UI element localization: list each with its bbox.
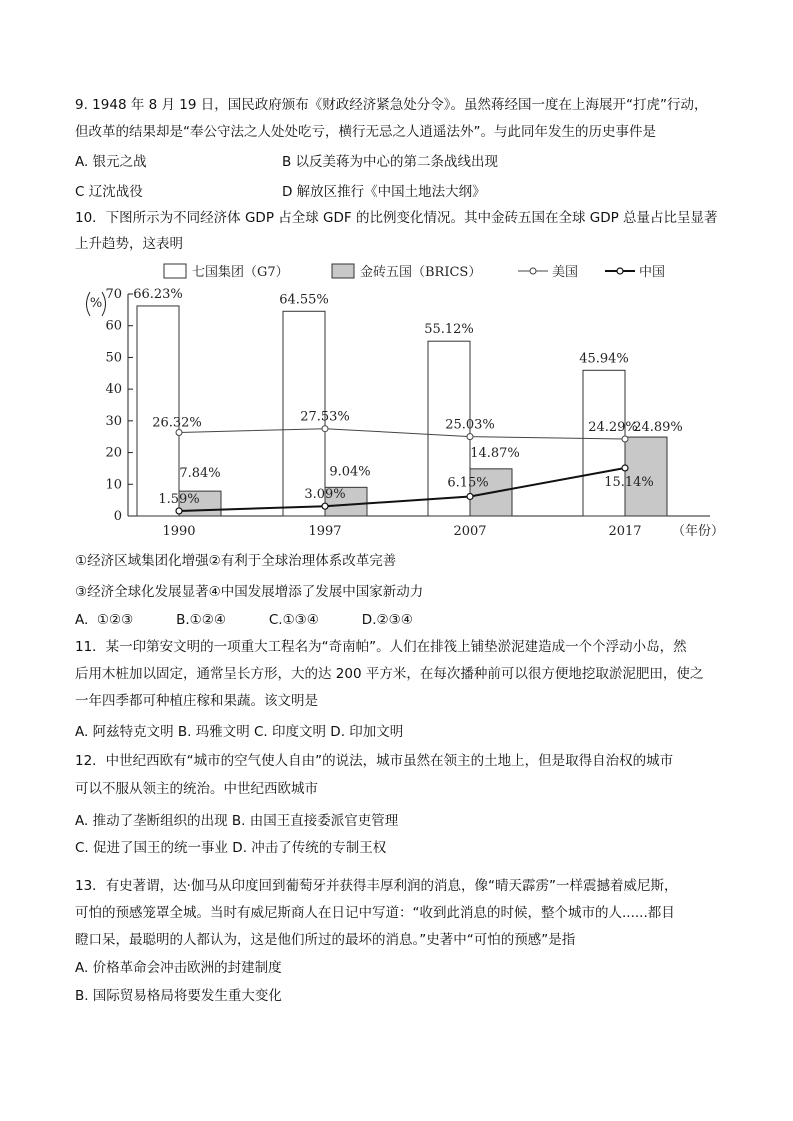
q13-stem-line2: 可怕的预感笼罩全城。当时有威尼斯商人在日记中写道：“收到此消息的时候，整个城市的人......都目: [75, 905, 675, 921]
x-tick-label: 1997: [308, 524, 342, 539]
y-tick-label: 60: [105, 318, 122, 334]
bar-g7: [583, 370, 625, 516]
y-tick-label: 40: [105, 382, 122, 398]
data-label-usa: 25.03%: [445, 417, 495, 433]
q11-stem-line1: 11．某一印第安文明的一项重大工程名为“奇南帕”。人们在排筏上铺垫淤泥建造成一个个浮动小岛，然: [75, 639, 687, 655]
q9-stem-line2: 但改革的结果却是“奉公守法之人处处吃亏，横行无忌之人逍遥法外”。与此同年发生的历史事件是: [75, 124, 656, 140]
data-label-g7: 64.55%: [279, 292, 329, 308]
q10-statement-3-4: ③经济全球化发展显著④中国发展增添了发展中国家新动力: [75, 584, 424, 600]
point-usa: [467, 434, 473, 440]
data-label-usa: 26.32%: [152, 415, 202, 431]
point-china: [467, 493, 473, 499]
point-china: [622, 465, 628, 471]
q10-statement-1-2: ①经济区域集团化增强②有利于全球治理体系改革完善: [75, 553, 397, 569]
data-label-g7: 45.94%: [579, 351, 629, 367]
point-usa: [622, 436, 628, 442]
bar-g7: [137, 306, 179, 516]
data-label-g7: 55.12%: [424, 322, 474, 338]
q9-stem-line1: 9. 1948 年 8 月 19 日，国民政府颁布《财政经济紧急处分令》。虽然蒋经国一度在上海展开“打虎”行动，: [75, 97, 708, 113]
q11-stem-line2: 后用木桩加以固定，通常呈长方形，大的达 200 平方米，在每次播种前可以很方便地挖取淤泥肥田，使之: [75, 666, 704, 682]
q13-option-b: B. 国际贸易格局将要发生重大变化: [75, 988, 282, 1004]
line-china: [179, 468, 625, 511]
q11-stem-line3: 一年四季都可种植庄稼和果蔬。该文明是: [75, 693, 318, 709]
q10-stem-line2: 上升趋势，这表明: [75, 236, 183, 252]
data-label-g7: 66.23%: [133, 286, 183, 302]
q12-stem-line2: 可以不服从领主的统治。中世纪西欧城市: [75, 781, 318, 797]
data-label-usa: 27.53%: [300, 409, 350, 425]
x-axis-label: （年份）: [672, 524, 725, 539]
legend-china-marker: [617, 268, 623, 274]
q9-option-c: C 辽沈战役: [75, 184, 143, 200]
x-tick-label: 1990: [162, 524, 196, 539]
data-label-china: 6.15%: [447, 475, 489, 491]
y-tick-label: 70: [105, 287, 122, 302]
q9-option-a: A. 银元之战: [75, 154, 147, 170]
data-label-china: 3.09%: [304, 487, 346, 503]
y-axis-label: %: [89, 296, 103, 311]
q12-options-ab: A. 推动了垄断组织的出现 B. 由国王直接委派官吏管理: [75, 813, 399, 829]
data-label-brics: 7.84%: [179, 466, 221, 482]
q12-options-cd: C. 促进了国王的统一事业 D. 冲击了传统的专制王权: [75, 840, 387, 856]
data-label-brics: 9.04%: [329, 464, 371, 480]
x-tick-label: 2017: [608, 524, 642, 539]
q10-options: A. ①②③ B.①②④ C.①③④ D.②③④: [75, 612, 413, 628]
data-label-china: 15.14%: [604, 474, 654, 490]
q9-option-b: B 以反美蒋为中心的第二条战线出现: [282, 154, 499, 170]
data-label-brics: 14.87%: [470, 445, 520, 461]
chart-marks: [133, 287, 683, 516]
y-tick-label: 10: [105, 477, 122, 493]
data-label-china: 1.59%: [158, 491, 200, 507]
q9-option-d: D 解放区推行《中国土地法大纲》: [282, 184, 486, 200]
q13-stem-line1: 13．有史著谓，达·伽马从印度回到葡萄牙并获得丰厚利润的消息，像“晴天霹雳”一样震撼着威尼斯，: [75, 878, 678, 894]
legend-g7-label: 七国集团（G7）: [192, 265, 289, 280]
line-usa: [179, 429, 625, 439]
point-usa: [322, 426, 328, 432]
x-tick-label: 2007: [453, 524, 487, 539]
point-china: [176, 508, 182, 514]
q12-stem-line1: 12．中世纪西欧有“城市的空气使人自由”的说法，城市虽然在领主的土地上，但是取得自治权的城市: [75, 753, 674, 769]
data-label-brics: 24.89%: [633, 420, 683, 436]
legend-brics-label: 金砖五国（BRICS）: [360, 265, 482, 280]
y-tick-label: 20: [105, 445, 122, 461]
legend-china-label: 中国: [639, 265, 666, 280]
q10-stem-line1: 10．下图所示为不同经济体 GDP 占全球 GDF 的比例变化情况。其中金砖五国在全球 GDP 总量占比呈显著: [75, 210, 718, 226]
legend-g7-swatch: [164, 264, 186, 278]
y-tick-label: 30: [105, 413, 122, 429]
q11-options: A. 阿兹特克文明 B. 玛雅文明 C. 印度文明 D. 印加文明: [75, 724, 404, 740]
legend-brics-swatch: [332, 264, 354, 278]
q13-stem-line3: 瞪口呆，最聪明的人都认为，这是他们所过的最坏的消息。”史著中“可怕的预感”是指: [75, 932, 576, 948]
y-tick-label: 50: [105, 350, 122, 366]
point-china: [322, 503, 328, 509]
legend-usa-label: 美国: [552, 265, 579, 280]
data-label-usa: 24.29%: [588, 419, 638, 435]
chart-legend: [164, 264, 665, 280]
gdp-share-chart: [70, 258, 730, 548]
legend-usa-marker: [530, 268, 536, 274]
y-tick-label: 0: [113, 509, 122, 524]
q13-option-a: A. 价格革命会冲击欧洲的封建制度: [75, 960, 282, 976]
